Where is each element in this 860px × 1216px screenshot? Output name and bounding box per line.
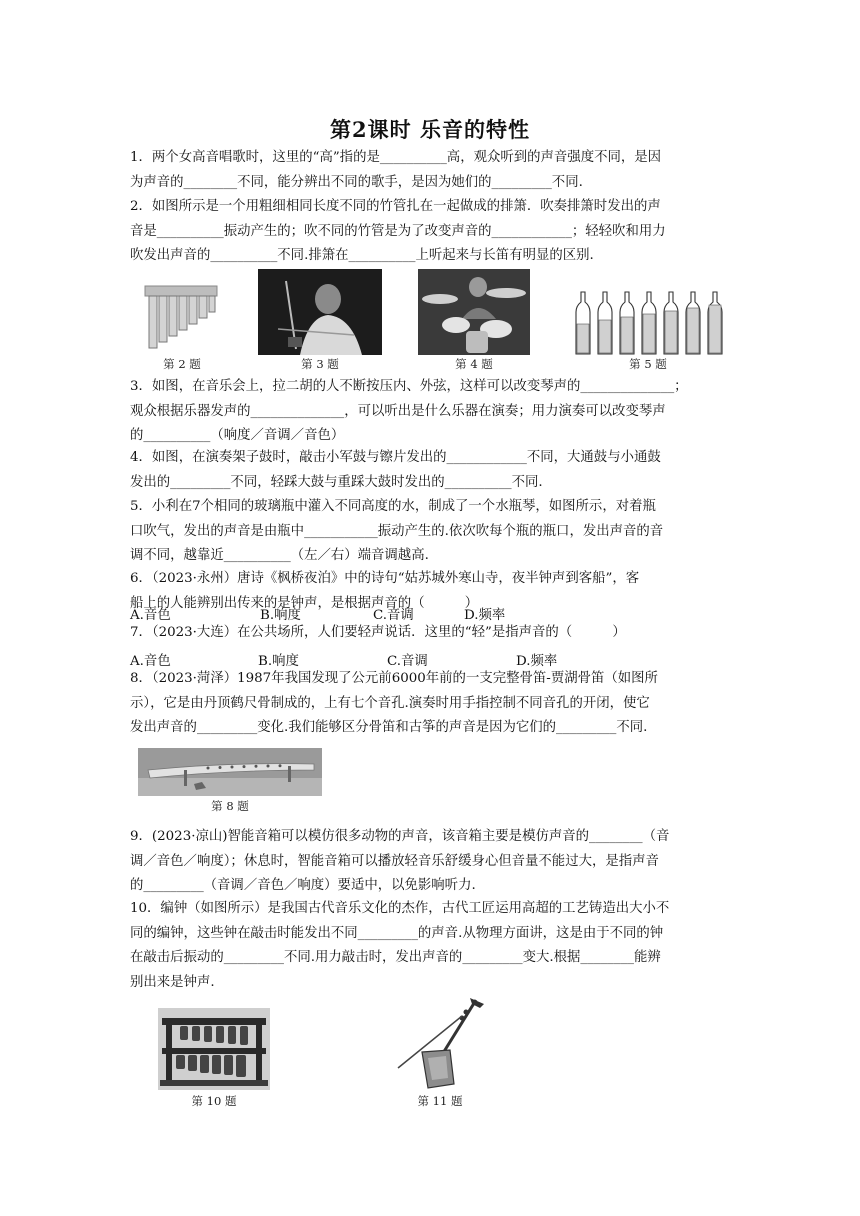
figure-caption: 第 3 题 [301, 357, 339, 371]
page-title: 第2课时 乐音的特性 [330, 117, 530, 142]
bianzhong-photo [158, 1008, 270, 1090]
question-line: 调不同，越靠近__________（左／右）端音调越高. [130, 548, 429, 563]
water-bottles-figure [572, 290, 724, 356]
question-line: 4．如图，在演奏架子鼓时，敲击小军鼓与镲片发出的____________不同，大通鼓与小通鼓 [130, 450, 661, 465]
option-c: C.音调 [373, 608, 414, 623]
option-b: B.响度 [260, 608, 301, 623]
figure-caption: 第 10 题 [191, 1094, 237, 1108]
question-line: 10．编钟（如图所示）是我国古代音乐文化的杰作，古代工匠运用高超的工艺铸造出大小不 [130, 901, 670, 916]
question-line: 示），它是由丹顶鹤尺骨制成的，上有七个音孔.演奏时用手指控制不同音孔的开闭，使它 [130, 695, 650, 711]
option-d: D.频率 [516, 654, 558, 669]
figure-caption: 第 5 题 [629, 357, 667, 371]
question-line: 调／音色／响度）；休息时，智能音箱可以播放轻音乐舒缓身心但音量不能过大，是指声音 [130, 853, 659, 869]
question-line: 船上的人能辨别出传来的是钟声，是根据声音的（ ） [130, 595, 479, 611]
stringed-instrument-figure [392, 994, 488, 1090]
option-a: A.音色 [130, 654, 171, 669]
question-line: 观众根据乐器发声的______________，可以听出是什么乐器在演奏；用力演奏可以改变琴声 [130, 403, 666, 419]
erhu-player-photo [258, 269, 382, 355]
figure-caption: 第 2 题 [163, 357, 201, 371]
question-line: 别出来是钟声. [130, 974, 215, 990]
question-line: 5．小利在7个相同的玻璃瓶中灌入不同高度的水，制成了一个水瓶琴，如图所示，对着瓶 [130, 499, 656, 514]
figure-caption: 第 8 题 [211, 799, 249, 813]
question-line: 7．（2023·大连）在公共场所，人们要轻声说话．这里的“轻”是指声音的（ ） [130, 625, 626, 640]
panpipe-figure [143, 274, 221, 352]
question-line: 吹发出声音的__________不同.排箫在__________上听起来与长笛有明显的区别. [130, 248, 594, 263]
question-4 [130, 446, 730, 495]
question-6 [130, 567, 730, 616]
question-line: 在敲击后振动的_________不同.用力敲击时，发出声音的_________变大.根据________能辨 [130, 950, 661, 965]
question-line: 口吹气，发出的声音是由瓶中___________振动产生的.依次吹每个瓶的瓶口，发出声音的音 [130, 523, 664, 539]
question-1 [130, 146, 730, 195]
question-line: 的_________（音调／音色／响度）要适中，以免影响听力. [130, 878, 476, 893]
figure-caption: 第 4 题 [455, 357, 493, 371]
question-line: 发出声音的_________变化.我们能够区分骨笛和古筝的声音是因为它们的_________不同. [130, 720, 648, 735]
question-9 [130, 825, 730, 899]
question-8 [130, 667, 730, 741]
question-3 [130, 375, 730, 449]
drum-set-photo [418, 269, 530, 355]
question-line: 3．如图，在音乐会上，拉二胡的人不断按压内、外弦，这样可以改变琴声的______________； [130, 379, 688, 394]
question-5 [130, 495, 730, 569]
question-2 [130, 195, 730, 269]
question-10 [130, 897, 730, 995]
question-line: 的__________（响度／音调／音色） [130, 428, 345, 443]
bone-flute-photo [138, 748, 322, 796]
option-b: B.响度 [258, 654, 299, 669]
option-d: D.频率 [464, 608, 506, 623]
question-line: 8．（2023·菏泽）1987年我国发现了公元前6000年前的一支完整骨笛-贾湖骨笛（如图所 [130, 671, 658, 686]
question-line: 音是__________振动产生的；吹不同的竹管是为了改变声音的____________；轻轻吹和用力 [130, 223, 666, 239]
question-line: 2．如图所示是一个用粗细相同长度不同的竹管扎在一起做成的排箫．吹奏排箫时发出的声 [130, 199, 661, 214]
figure-caption: 第 11 题 [417, 1094, 463, 1108]
question-line: 同的编钟，这些钟在敲击时能发出不同_________的声音.从物理方面讲，这是由于不同的钟 [130, 925, 664, 941]
option-c: C.音调 [387, 654, 428, 669]
question-line: 9．(2023·凉山)智能音箱可以模仿很多动物的声音，该音箱主要是模仿声音的________（音 [130, 829, 670, 844]
question-line: 为声音的________不同，能分辨出不同的歌手，是因为她们的_________不同. [130, 174, 583, 190]
question-line: 6．（2023·永州）唐诗《枫桥夜泊》中的诗句“姑苏城外寒山寺，夜半钟声到客船”，客 [130, 571, 640, 586]
option-a: A.音色 [130, 608, 171, 623]
question-line: 发出的_________不同，轻踩大鼓与重踩大鼓时发出的__________不同. [130, 474, 543, 490]
question-7 [130, 621, 730, 646]
question-line: 1．两个女高音唱歌时，这里的“高”指的是__________高，观众听到的声音强度不同，是因 [130, 150, 662, 165]
